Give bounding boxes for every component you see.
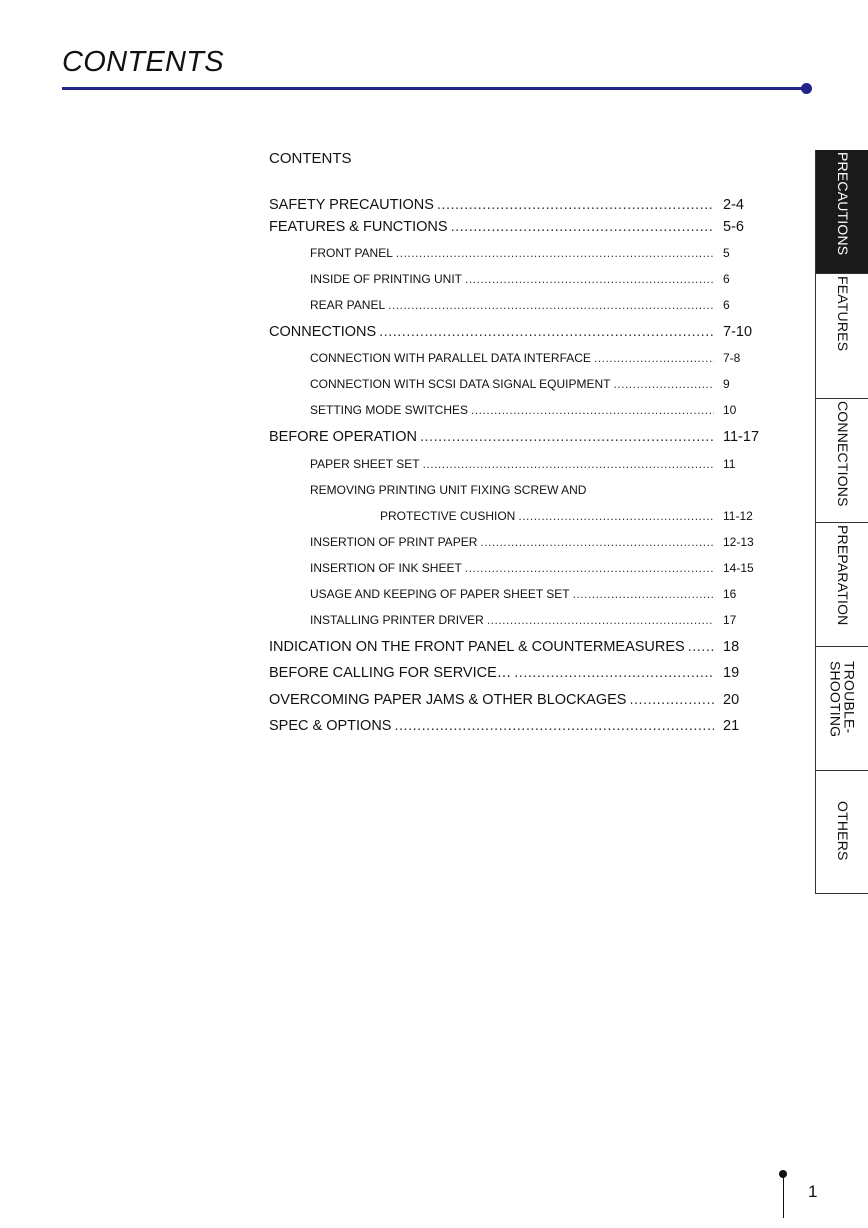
tab-label: CONNECTIONS xyxy=(835,401,851,507)
toc-entry-page: 2-4 xyxy=(723,197,744,213)
toc-heading: CONTENTS xyxy=(269,150,352,167)
toc-entry-page: 12-13 xyxy=(723,535,754,549)
toc-entry-title: INSTALLING PRINTER DRIVER xyxy=(310,613,484,627)
toc-entry-safety-precautions[interactable] xyxy=(269,197,744,213)
toc-entry-usage-keeping[interactable] xyxy=(310,587,737,601)
toc-entry-page: 6 xyxy=(723,272,730,286)
toc-entry-scsi-equipment[interactable] xyxy=(310,377,730,391)
toc-entry-title: OVERCOMING PAPER JAMS & OTHER BLOCKAGES xyxy=(269,692,627,708)
toc-entry-calling-service[interactable] xyxy=(269,665,740,681)
title-rule xyxy=(62,87,807,90)
toc-entry-title: CONNECTION WITH SCSI DATA SIGNAL EQUIPMENT xyxy=(310,377,611,391)
toc-entry-title: BEFORE OPERATION xyxy=(269,429,417,445)
toc-entry-title: USAGE AND KEEPING OF PAPER SHEET SET xyxy=(310,587,570,601)
tab-label: PREPARATION xyxy=(835,525,851,626)
toc-entry-page: 5 xyxy=(723,246,730,260)
tab-precautions[interactable] xyxy=(816,150,868,274)
toc-entry-page: 11 xyxy=(723,457,736,471)
page-number: 1 xyxy=(808,1182,818,1201)
tab-label: FEATURES xyxy=(835,276,851,352)
tab-features[interactable] xyxy=(816,274,868,399)
toc-entry-title: CONNECTIONS xyxy=(269,324,377,340)
toc-entry-paper-jams[interactable] xyxy=(269,692,740,708)
toc-entry-title: PROTECTIVE CUSHION xyxy=(380,509,516,523)
toc-entry-page: 11-12 xyxy=(723,509,753,523)
side-tab-bar xyxy=(815,150,868,894)
toc-entry-printer-driver[interactable] xyxy=(310,613,737,627)
toc-entry-page: 10 xyxy=(723,403,737,417)
toc-entry-connections[interactable] xyxy=(269,324,753,340)
toc-entry-title: CONNECTION WITH PARALLEL DATA INTERFACE xyxy=(310,351,591,365)
toc-entry-title: INSIDE OF PRINTING UNIT xyxy=(310,272,463,286)
toc-entry-page: 7-10 xyxy=(723,324,753,340)
toc-entry-title: INSERTION OF PRINT PAPER xyxy=(310,535,478,549)
toc-entry-features-functions[interactable] xyxy=(269,219,744,235)
tab-connections[interactable] xyxy=(816,399,868,523)
toc-entry-title: FRONT PANEL xyxy=(310,246,393,260)
toc-entry-parallel-interface[interactable] xyxy=(310,351,741,365)
toc-entry-protective-cushion[interactable] xyxy=(380,509,753,523)
toc-entry-title: INDICATION ON THE FRONT PANEL & COUNTERMEASURES xyxy=(269,639,685,655)
toc-entry-before-operation[interactable] xyxy=(269,429,760,445)
toc-entry-front-panel-indication[interactable] xyxy=(269,639,740,655)
toc-entry-page: 19 xyxy=(723,665,740,681)
toc-entry-page: 5-6 xyxy=(723,219,744,235)
tab-troubleshooting[interactable] xyxy=(816,647,868,771)
toc-entry-page: 17 xyxy=(723,613,737,627)
toc-entry-ink-sheet[interactable] xyxy=(310,561,754,575)
toc-entry-title: SPEC & OPTIONS xyxy=(269,718,392,734)
toc-entry-title: SAFETY PRECAUTIONS xyxy=(269,197,434,213)
tab-label: PRECAUTIONS xyxy=(835,152,851,256)
toc-entry-page: 21 xyxy=(723,718,740,734)
toc-entry-page: 20 xyxy=(723,692,740,708)
footer-rule xyxy=(783,1174,784,1218)
toc-entry-print-paper[interactable] xyxy=(310,535,754,549)
toc-entry-removing-screw[interactable]: REMOVING PRINTING UNIT FIXING SCREW AND xyxy=(310,483,587,497)
toc-entry-title: SETTING MODE SWITCHES xyxy=(310,403,469,417)
toc-entry-page: 18 xyxy=(723,639,740,655)
toc-entry-title: REAR PANEL xyxy=(310,298,386,312)
toc-entry-title: INSERTION OF INK SHEET xyxy=(310,561,462,575)
toc-entry-paper-sheet-set[interactable] xyxy=(310,457,736,471)
tab-label: OTHERS xyxy=(835,801,851,861)
toc-entry-title: FEATURES & FUNCTIONS xyxy=(269,219,448,235)
toc-entry-page: 7-8 xyxy=(723,351,741,365)
toc-entry-inside-printing-unit[interactable] xyxy=(310,272,730,286)
tab-others[interactable] xyxy=(816,771,868,894)
toc-entry-spec-options[interactable] xyxy=(269,718,740,734)
toc-entry-page: 6 xyxy=(723,298,730,312)
page-title: CONTENTS xyxy=(62,46,224,78)
toc-entry-title: BEFORE CALLING FOR SERVICE… xyxy=(269,665,512,681)
toc-entry-rear-panel[interactable] xyxy=(310,298,730,312)
tab-preparation[interactable] xyxy=(816,523,868,647)
toc-entry-page: 11-17 xyxy=(723,429,760,445)
toc-entry-title: PAPER SHEET SET xyxy=(310,457,420,471)
toc-entry-page: 14-15 xyxy=(723,561,754,575)
toc-entry-page: 9 xyxy=(723,377,730,391)
toc-entry-front-panel[interactable] xyxy=(310,246,730,260)
title-rule-dot xyxy=(801,83,812,94)
toc-entry-page: 16 xyxy=(723,587,737,601)
toc-entry-mode-switches[interactable] xyxy=(310,403,737,417)
tab-label: TROUBLE- SHOOTING xyxy=(827,661,858,738)
